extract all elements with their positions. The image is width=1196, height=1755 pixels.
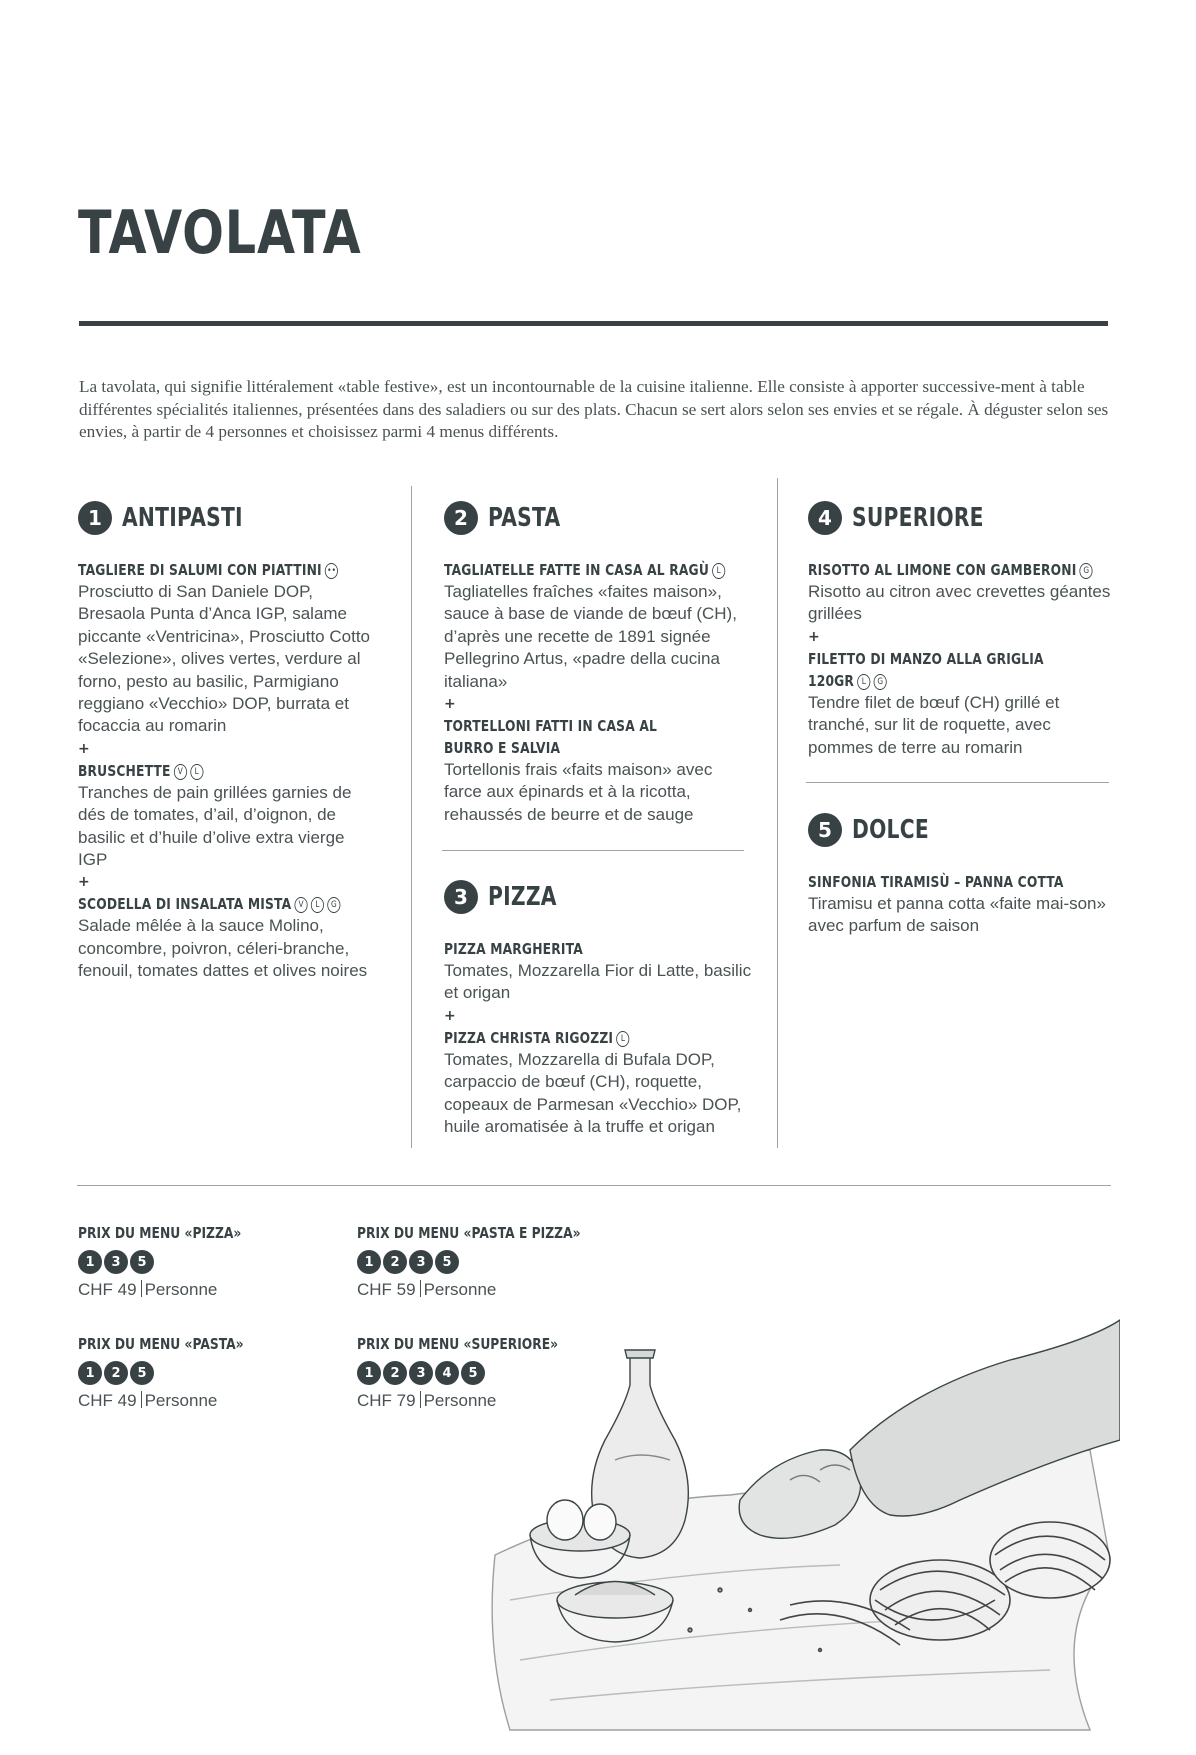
dish-list xyxy=(808,871,1113,938)
dish-list xyxy=(444,938,754,1138)
diet-badge-icon: L xyxy=(190,764,203,780)
column-3-lower xyxy=(808,810,1113,938)
plus-separator: + xyxy=(78,740,90,757)
dish-name xyxy=(444,1027,698,1049)
column-3 xyxy=(808,498,1113,759)
course-number-badge: 3 xyxy=(409,1250,433,1274)
dish-name-text: RISOTTO AL LIMONE CON GAMBERONI xyxy=(808,561,1077,579)
diet-badge-icon: V xyxy=(295,897,308,913)
dish-description: Tendre filet de bœuf (CH) grillé et tranché, sur lit de roquette, avec pommes de terre au romarin xyxy=(808,692,1060,757)
course-number-badge: 1 xyxy=(357,1250,381,1274)
column-divider xyxy=(777,478,778,1148)
section-header xyxy=(78,498,378,538)
section-number-badge: 1 xyxy=(78,501,112,535)
column-1 xyxy=(78,498,378,983)
diet-badge-icon: •• xyxy=(325,563,338,579)
price-menu-title: PRIX DU MENU «SUPERIORE» xyxy=(357,1335,559,1353)
price-menu-title: PRIX DU MENU «PASTA» xyxy=(78,1335,244,1353)
plus-separator: + xyxy=(808,628,820,645)
course-badges xyxy=(78,1250,277,1274)
course-number-badge: 4 xyxy=(435,1361,459,1385)
dish-name-text: TAGLIERE DI SALUMI CON PIATTINI xyxy=(78,561,322,579)
course-number-badge: 3 xyxy=(104,1250,128,1274)
price-menu-title: PRIX DU MENU «PASTA E PIZZA» xyxy=(357,1224,581,1242)
section-title: PIZZA xyxy=(488,882,557,912)
dish-name xyxy=(78,760,324,782)
section-divider xyxy=(442,850,744,851)
section-title: SUPERIORE xyxy=(852,503,984,533)
diet-badge-icon: G xyxy=(1080,563,1093,579)
price-line xyxy=(357,1278,630,1302)
price-amount: CHF 49 xyxy=(78,1391,137,1410)
dish-name-text: PIZZA MARGHERITA xyxy=(444,940,583,958)
price-unit: Personne xyxy=(423,1280,497,1299)
course-number-badge: 2 xyxy=(383,1361,407,1385)
plus-separator: + xyxy=(444,696,456,713)
section-dolce xyxy=(808,810,1113,938)
dish-name-text: PIZZA CHRISTA RIGOZZI xyxy=(444,1028,614,1047)
diet-badge-icon: L xyxy=(616,1031,629,1047)
dish-description: Tagliatelles fraîches «faites maison», sauce à base de viande de bœuf (CH), d’après une recette de 1891 signée Pellegrino Artus, «padre della cucina italiana» xyxy=(444,582,737,691)
dish-description: Prosciutto di San Daniele DOP, Bresaola Punta d’Anca IGP, salame piccante «Ventricina», Prosciutto Cotto «Selezione», olives vertes, verdure al forno, pesto au basilic, Parmigiano reggiano «Vecchio» DOP, burrata et focaccia au romarin xyxy=(78,582,370,736)
dish-description: Tiramisu et panna cotta «faite mai-son» avec parfum de saison xyxy=(808,894,1106,936)
dish-list xyxy=(808,559,1113,759)
dish-name xyxy=(78,893,337,915)
course-number-badge: 2 xyxy=(383,1250,407,1274)
course-number-badge: 5 xyxy=(435,1250,459,1274)
section-number-badge: 3 xyxy=(444,880,478,914)
price-amount: CHF 49 xyxy=(78,1280,137,1299)
price-menu-pizza xyxy=(78,1222,277,1302)
price-unit: Personne xyxy=(144,1391,218,1410)
course-number-badge: 5 xyxy=(130,1250,154,1274)
price-menu-pasta xyxy=(78,1333,280,1413)
dish-name-text: TORTELLONI FATTI IN CASA AL xyxy=(444,717,658,736)
diet-badge-icon: G xyxy=(874,674,887,690)
dish-name xyxy=(808,871,1064,893)
price-separator xyxy=(420,1391,421,1408)
intro-paragraph: La tavolata, qui signifie littéralement «table festive», est un incontournable de la cuisine italienne. Elle consiste à apporter successive-ment à table différentes spécialités italiennes, présentées dans des saladiers ou sur des plats. Chacun se sert alors selon ses envies et se régale. À déguster selon ses envies, à partir de 4 personnes et choisissez parmi 4 menus différents. xyxy=(79,377,1109,441)
section-header xyxy=(808,810,1113,850)
course-number-badge: 2 xyxy=(104,1361,128,1385)
section-title: DOLCE xyxy=(852,815,929,845)
dish-list xyxy=(78,559,378,983)
dish-description: Tortellonis frais «faits maison» avec farce aux épinards et à la ricotta, rehaussés de beurre et de sauge xyxy=(444,760,713,824)
dish-name xyxy=(78,559,337,581)
dish-name-text: BRUSCHETTE xyxy=(78,761,171,780)
dish-description: Tomates, Mozzarella di Bufala DOP, carpaccio de bœuf (CH), roquette, copeaux de Parmesan «Vecchio» DOP, huile aromatisée à la truffe et origan xyxy=(444,1049,742,1137)
section-title: PASTA xyxy=(488,503,561,533)
course-badges xyxy=(357,1250,630,1274)
course-number-badge: 5 xyxy=(461,1361,485,1385)
diet-badge-icon: L xyxy=(857,674,870,690)
section-title: ANTIPASTI xyxy=(122,503,243,533)
pasta-making-illustration xyxy=(490,1300,1120,1740)
dish-name xyxy=(444,715,698,737)
menu-bottom-divider xyxy=(77,1185,1111,1186)
price-separator xyxy=(141,1391,142,1408)
diet-badge-icon: V xyxy=(174,764,187,780)
dish-name xyxy=(808,648,1058,670)
column-2 xyxy=(444,498,754,826)
course-number-badge: 5 xyxy=(130,1361,154,1385)
column-2-lower xyxy=(444,877,754,1138)
dish-name-line2 xyxy=(444,737,698,759)
diet-badge-icon: L xyxy=(311,897,324,913)
dish-name-text: SCODELLA DI INSALATA MISTA xyxy=(78,895,292,914)
course-number-badge: 1 xyxy=(78,1361,102,1385)
price-line xyxy=(78,1278,277,1302)
diet-badge-icon: G xyxy=(327,897,340,913)
section-pasta xyxy=(444,498,754,826)
section-header xyxy=(808,498,1113,538)
plus-separator: + xyxy=(78,874,90,891)
dish-description: Risotto au citron avec crevettes géantes grillées xyxy=(808,582,1111,624)
dish-description: Tranches de pain grillées garnies de dés de tomates, d’ail, d’oignon, de basilic et d’huile d’olive extra vierge IGP xyxy=(78,782,352,870)
section-superiore xyxy=(808,498,1113,759)
price-separator xyxy=(420,1280,421,1297)
page-title: TAVOLATA xyxy=(78,198,362,268)
diet-badge-icon: L xyxy=(712,563,725,579)
section-divider xyxy=(806,782,1109,783)
dish-name-text: 120GR xyxy=(808,671,855,690)
section-number-badge: 2 xyxy=(444,501,478,535)
price-amount: CHF 59 xyxy=(357,1280,416,1299)
course-number-badge: 1 xyxy=(357,1361,381,1385)
dish-name-text: SINFONIA TIRAMISÙ – PANNA COTTA xyxy=(808,873,1064,891)
price-unit: Personne xyxy=(423,1391,497,1410)
price-unit: Personne xyxy=(144,1280,218,1299)
price-line xyxy=(78,1389,280,1413)
section-number-badge: 5 xyxy=(808,813,842,847)
dish-list xyxy=(444,559,754,826)
column-divider xyxy=(411,486,412,1148)
section-number-badge: 4 xyxy=(808,501,842,535)
course-number-badge: 1 xyxy=(78,1250,102,1274)
price-amount: CHF 79 xyxy=(357,1391,416,1410)
section-antipasti xyxy=(78,498,378,983)
price-menu-pasta-e-pizza xyxy=(357,1222,630,1302)
dish-name-text: BURRO E SALVIA xyxy=(444,739,561,758)
dish-name-text: TAGLIATELLE FATTE IN CASA AL RAGÙ xyxy=(444,561,709,579)
dish-description: Tomates, Mozzarella Fior di Latte, basilic et origan xyxy=(444,961,752,1003)
dish-name-line2 xyxy=(808,670,1058,692)
course-badges xyxy=(78,1361,280,1385)
dish-name-text: FILETTO DI MANZO ALLA GRIGLIA xyxy=(808,649,1044,668)
section-pizza xyxy=(444,877,754,1138)
dish-name xyxy=(444,938,698,960)
title-divider xyxy=(79,321,1108,326)
dish-description: Salade mêlée à la sauce Molino, concombre, poivron, céleri-branche, fenouil, tomates dattes et olives noires xyxy=(78,916,368,981)
price-menu-title: PRIX DU MENU «PIZZA» xyxy=(78,1224,242,1242)
course-number-badge: 3 xyxy=(409,1361,433,1385)
plus-separator: + xyxy=(444,1007,456,1024)
section-header xyxy=(444,498,754,538)
price-separator xyxy=(141,1280,142,1297)
dish-name xyxy=(444,559,721,581)
section-header xyxy=(444,877,754,917)
dish-name xyxy=(808,559,1090,581)
